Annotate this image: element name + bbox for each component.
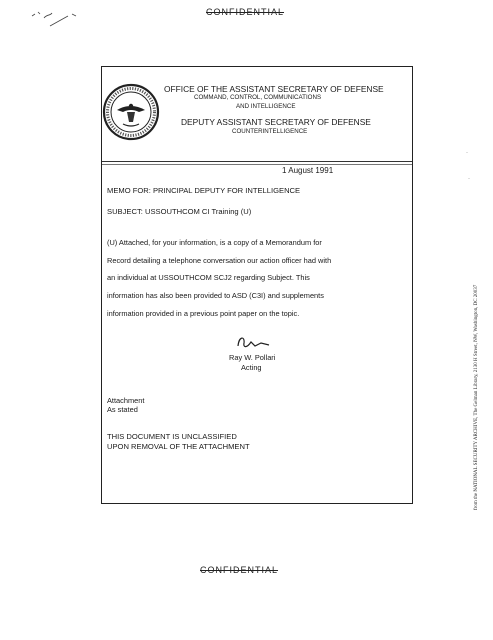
department-seal-icon [101, 82, 161, 142]
office-subtitle-1: COMMAND, CONTROL, COMMUNICATIONS [194, 94, 322, 101]
body-line: an individual at USSOUTHCOM SCJ2 regarding Subject. This [107, 273, 310, 282]
top-classification-marking: CONFIDENTIAL [206, 7, 285, 17]
deputy-title: DEPUTY ASSISTANT SECRETARY OF DEFENSE [181, 117, 371, 127]
memo-for: MEMO FOR: PRINCIPAL DEPUTY FOR INTELLIGENCE [107, 186, 301, 195]
deputy-subtitle: COUNTERINTELLIGENCE [232, 128, 308, 135]
body-line: information has also been provided to ASD (C3I) and supplements [107, 291, 324, 300]
header-rule-secondary [102, 164, 412, 165]
signer-name: Ray W. Pollari [229, 353, 276, 362]
body-line: Record detailing a telephone conversation our action officer had with [107, 256, 332, 265]
edge-speck: · [466, 150, 468, 156]
memo-date: 1 August 1991 [282, 166, 334, 175]
office-subtitle-2: AND INTELLIGENCE [236, 103, 296, 110]
body-line: information provided in a previous point paper on the topic. [107, 309, 300, 318]
body-line: (U) Attached, for your information, is a copy of a Memorandum for [107, 238, 322, 247]
unclassified-notice-line-1: THIS DOCUMENT IS UNCLASSIFIED [107, 432, 237, 441]
handwritten-scribble [28, 6, 88, 36]
archive-side-note: from the NATIONAL SECURITY ARCHIVE, The Gelman Library, 2130 H Street, NW, Washington, DC 20037 [474, 284, 479, 510]
edge-speck: · [468, 176, 470, 182]
unclassified-notice-line-2: UPON REMOVAL OF THE ATTACHMENT [107, 442, 250, 451]
bottom-classification-marking: CONFIDENTIAL [200, 565, 279, 575]
attachment-note: As stated [107, 405, 138, 414]
header-rule [102, 161, 412, 162]
signer-title: Acting [241, 363, 262, 372]
office-title: OFFICE OF THE ASSISTANT SECRETARY OF DEFENSE [164, 84, 384, 94]
memo-subject: SUBJECT: USSOUTHCOM CI Training (U) [107, 207, 252, 216]
attachment-label: Attachment [107, 396, 145, 405]
handwritten-signature [235, 334, 275, 352]
